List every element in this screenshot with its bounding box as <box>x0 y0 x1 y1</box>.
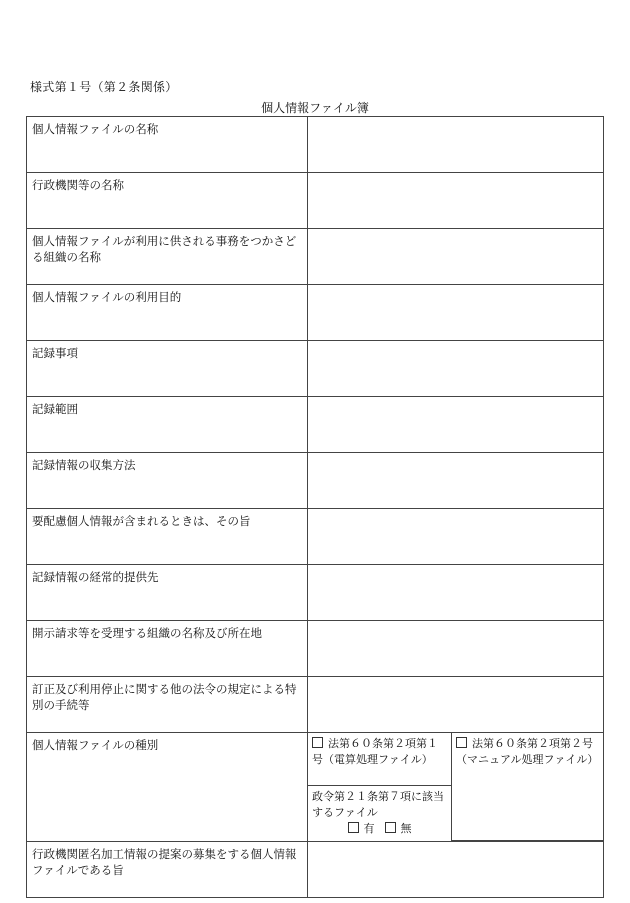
table-row-disclosure-office <box>27 621 604 677</box>
row-value-field[interactable] <box>308 117 604 173</box>
row-label: 記録範囲 <box>27 397 308 453</box>
row-value-field[interactable] <box>308 285 604 341</box>
table-row-regular-recipients <box>27 565 604 621</box>
row-label: 行政機関匿名加工情報の提案の募集をする個人情報ファイルである旨 <box>27 841 308 897</box>
row-value-field[interactable] <box>308 565 604 621</box>
form-number: 様式第１号（第２条関係） <box>30 80 178 94</box>
table-row-purpose <box>27 285 604 341</box>
file-kind-subtable <box>308 733 603 841</box>
row-value-field[interactable] <box>308 341 604 397</box>
row-label: 記録情報の収集方法 <box>27 453 308 509</box>
table-row-collection-method <box>27 453 604 509</box>
ordinance-applicability <box>308 786 452 841</box>
row-label: 訂正及び利用停止に関する他の法令の規定による特別の手続等 <box>27 677 308 733</box>
row-label: 記録事項 <box>27 341 308 397</box>
yes-label: 有 <box>363 822 375 835</box>
row-label: 個人情報ファイルの種別 <box>27 733 308 842</box>
option-electronic[interactable] <box>308 733 452 786</box>
row-value-field[interactable] <box>308 229 604 285</box>
table-row-organization-name <box>27 229 604 285</box>
table-row-anonymized-info <box>27 841 604 897</box>
table-row-record-items <box>27 341 604 397</box>
file-kind-options <box>308 733 604 842</box>
row-value-field[interactable] <box>308 173 604 229</box>
row-label: 行政機関等の名称 <box>27 173 308 229</box>
yes-no-choice <box>312 821 447 837</box>
checkbox-manual-file[interactable] <box>456 737 467 748</box>
row-label: 個人情報ファイルが利用に供される事務をつかさどる組織の名称 <box>27 229 308 285</box>
personal-info-file-register-table <box>26 116 604 898</box>
no-label: 無 <box>400 822 412 835</box>
option-manual-label: 法第６０条第２項第２号（マニュアル処理ファイル） <box>456 737 599 766</box>
ordinance-label: 政令第２１条第７項に該当するファイル <box>312 790 444 819</box>
row-label: 個人情報ファイルの利用目的 <box>27 285 308 341</box>
table-row-agency-name <box>27 173 604 229</box>
checkbox-yes[interactable] <box>348 822 359 833</box>
row-label: 個人情報ファイルの名称 <box>27 117 308 173</box>
row-value-field[interactable] <box>308 621 604 677</box>
table-row-record-scope <box>27 397 604 453</box>
row-label: 要配慮個人情報が含まれるときは、その旨 <box>27 509 308 565</box>
option-manual[interactable] <box>452 733 604 840</box>
form-title: 個人情報ファイル簿 <box>261 101 369 115</box>
row-value-field[interactable] <box>308 841 604 897</box>
row-value-field[interactable] <box>308 453 604 509</box>
row-label: 記録情報の経常的提供先 <box>27 565 308 621</box>
option-electronic-label: 法第６０条第２項第１号（電算処理ファイル） <box>312 737 438 766</box>
row-value-field[interactable] <box>308 397 604 453</box>
table-row-sensitive-info <box>27 509 604 565</box>
checkbox-electronic-file[interactable] <box>312 737 323 748</box>
table-row-file-kind <box>27 733 604 842</box>
checkbox-no[interactable] <box>385 822 396 833</box>
row-value-field[interactable] <box>308 509 604 565</box>
table-row-file-name <box>27 117 604 173</box>
row-value-field[interactable] <box>308 677 604 733</box>
table-row-special-procedures <box>27 677 604 733</box>
row-label: 開示請求等を受理する組織の名称及び所在地 <box>27 621 308 677</box>
